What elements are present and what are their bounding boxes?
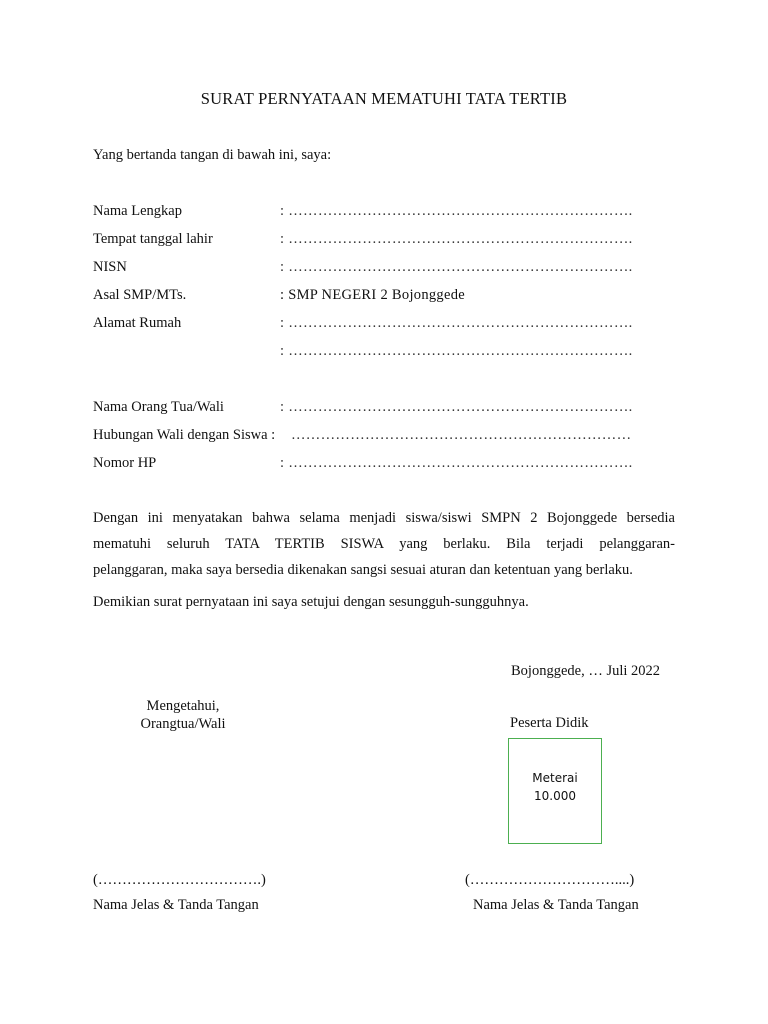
meterai-value: 10.000 <box>534 789 576 803</box>
place-date: Bojonggede, … Juli 2022 <box>511 663 661 679</box>
field-row-alamat-rumah-2 <box>93 343 653 363</box>
field-value: : ……………………………………………………………. <box>280 315 633 331</box>
field-row-asal-smp <box>93 287 653 307</box>
intro-text: Yang bertanda tangan di bawah ini, saya: <box>93 147 332 163</box>
parent-signer-heading <box>113 697 253 733</box>
field-value: : ……………………………………………………………. <box>280 343 633 359</box>
field-row-nama-lengkap <box>93 203 653 223</box>
field-label: Alamat Rumah <box>93 315 182 331</box>
field-label: Hubungan Wali dengan Siswa : <box>93 427 276 443</box>
statement-paragraph <box>93 505 675 583</box>
field-value: : ……………………………………………………………. <box>280 455 633 471</box>
field-value: : ……………………………………………………………. <box>280 203 633 219</box>
closing-statement: Demikian surat pernyataan ini saya setujui dengan sesungguh-sungguhnya. <box>93 594 529 610</box>
parent-signature-caption: Nama Jelas & Tanda Tangan <box>93 897 259 913</box>
statement-line: pelanggaran, maka saya bersedia dikenakan sangsi sesuai aturan dan ketentuan yang berlaku. <box>93 562 633 578</box>
student-signer-heading: Peserta Didik <box>510 715 589 731</box>
field-row-nama-orang-tua <box>93 399 653 419</box>
student-signature-caption: Nama Jelas & Tanda Tangan <box>473 897 639 913</box>
field-value: : ……………………………………………………………. <box>280 231 633 247</box>
field-row-tempat-tanggal-lahir <box>93 231 653 251</box>
field-label: Asal SMP/MTs. <box>93 287 187 303</box>
parent-signer-line2: Orangtua/Wali <box>140 716 226 732</box>
field-value: : ……………………………………………………………. <box>280 259 633 275</box>
document-title: SURAT PERNYATAAN MEMATUHI TATA TERTIB <box>200 89 568 108</box>
meterai-stamp-text <box>509 769 601 805</box>
field-value: …………………………………………………………… <box>291 427 632 443</box>
field-row-hubungan-wali <box>93 427 653 447</box>
parent-signer-line1: Mengetahui, <box>146 698 220 714</box>
parent-signature-line: (…………………………….) <box>93 872 266 888</box>
student-signature-line: (…………………………....) <box>465 872 635 888</box>
meterai-stamp-box <box>508 738 602 844</box>
statement-line: Dengan ini menyatakan bahwa selama menjadi siswa/siswi SMPN 2 Bojonggede bersedia <box>93 510 675 526</box>
field-label: Nama Orang Tua/Wali <box>93 399 224 415</box>
field-row-nisn <box>93 259 653 279</box>
field-row-alamat-rumah <box>93 315 653 335</box>
meterai-label: Meterai <box>532 771 578 785</box>
field-label: Nomor HP <box>93 455 157 471</box>
field-value: : ……………………………………………………………. <box>280 399 633 415</box>
field-label: Tempat tanggal lahir <box>93 231 213 247</box>
field-label: NISN <box>93 259 127 275</box>
field-row-nomor-hp <box>93 455 653 475</box>
field-value: : SMP NEGERI 2 Bojonggede <box>280 287 465 303</box>
statement-line: mematuhi seluruh TATA TERTIB SISWA yang berlaku. Bila terjadi pelanggaran- <box>93 536 675 552</box>
field-label: Nama Lengkap <box>93 203 182 219</box>
